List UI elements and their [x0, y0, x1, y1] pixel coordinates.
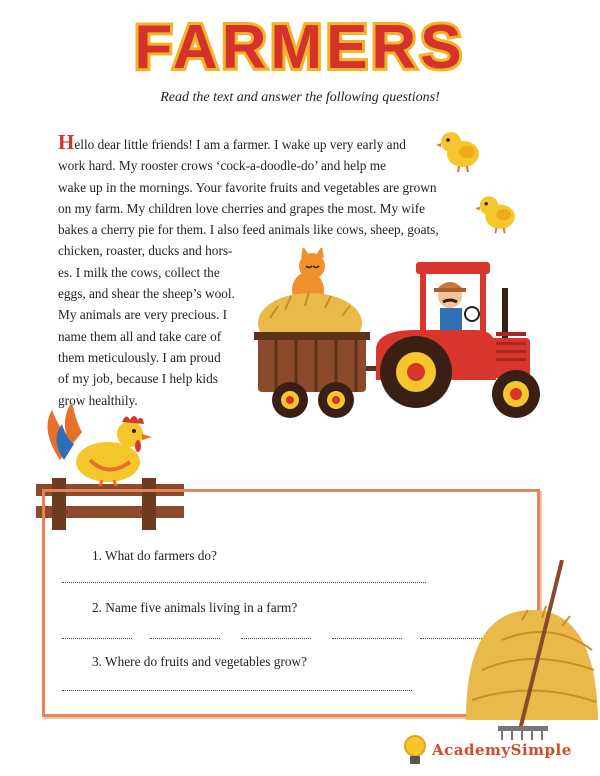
title-text: FARMERS: [134, 13, 466, 82]
story-line: bakes a cherry pie for them. I also feed animals like cows, sheep, goats,: [58, 222, 439, 238]
chick-icon: [437, 126, 491, 174]
tractor-scene: [250, 248, 550, 428]
logo-text: AcademySimple: [432, 741, 572, 759]
question-3: 3. Where do fruits and vegetables grow?: [92, 654, 308, 669]
haystack-icon: [466, 606, 598, 720]
story-line: on my farm. My children love cherries and grapes the most. My wife: [58, 200, 426, 216]
story-line: es. I milk the cows, collect the: [58, 264, 220, 280]
farmer-icon: [434, 282, 466, 330]
answer-line-2d[interactable]: [332, 638, 402, 639]
page-title: [0, 6, 600, 86]
academy-simple-logo: [402, 730, 592, 772]
answer-line-2b[interactable]: [150, 638, 220, 639]
trailer: [254, 332, 380, 418]
instructions: Read the text and answer the following questions!: [160, 90, 440, 105]
answer-line-2a[interactable]: [62, 638, 132, 639]
story-line: of my job, because I help kids: [58, 371, 218, 387]
chick-icon: [476, 190, 526, 236]
story-line: work hard. My rooster crows ‘cock-a-doodle-do’ and help me: [58, 158, 387, 174]
story-line: grow healthily.: [58, 392, 138, 408]
rooster-icon: [48, 402, 153, 486]
question-1: 1. What do farmers do?: [92, 548, 217, 563]
haystack-rake: [462, 560, 600, 740]
story-line: chicken, roaster, ducks and hors-: [58, 243, 233, 259]
story-line: My animals are very precious. I: [58, 307, 228, 323]
lightbulb-icon: [402, 734, 428, 768]
story-line: name them all and take care of: [58, 328, 222, 344]
question-2: 2. Name five animals living in a farm?: [92, 600, 298, 615]
answer-line-3[interactable]: [62, 690, 412, 691]
answer-line-1[interactable]: [62, 582, 426, 583]
tractor-icon: [376, 262, 540, 418]
answer-line-2c[interactable]: [241, 638, 311, 639]
story-line: wake up in the mornings. Your favorite fruits and vegetables are grown: [58, 179, 437, 195]
dropcap: H: [58, 130, 75, 154]
title-wordart: [120, 6, 480, 86]
story-line: them meticulously. I am proud: [58, 349, 221, 365]
story-line: Hello dear little friends! I am a farmer. I wake up very early and: [58, 130, 406, 154]
story-line: eggs, and shear the sheep’s wool.: [58, 286, 235, 302]
